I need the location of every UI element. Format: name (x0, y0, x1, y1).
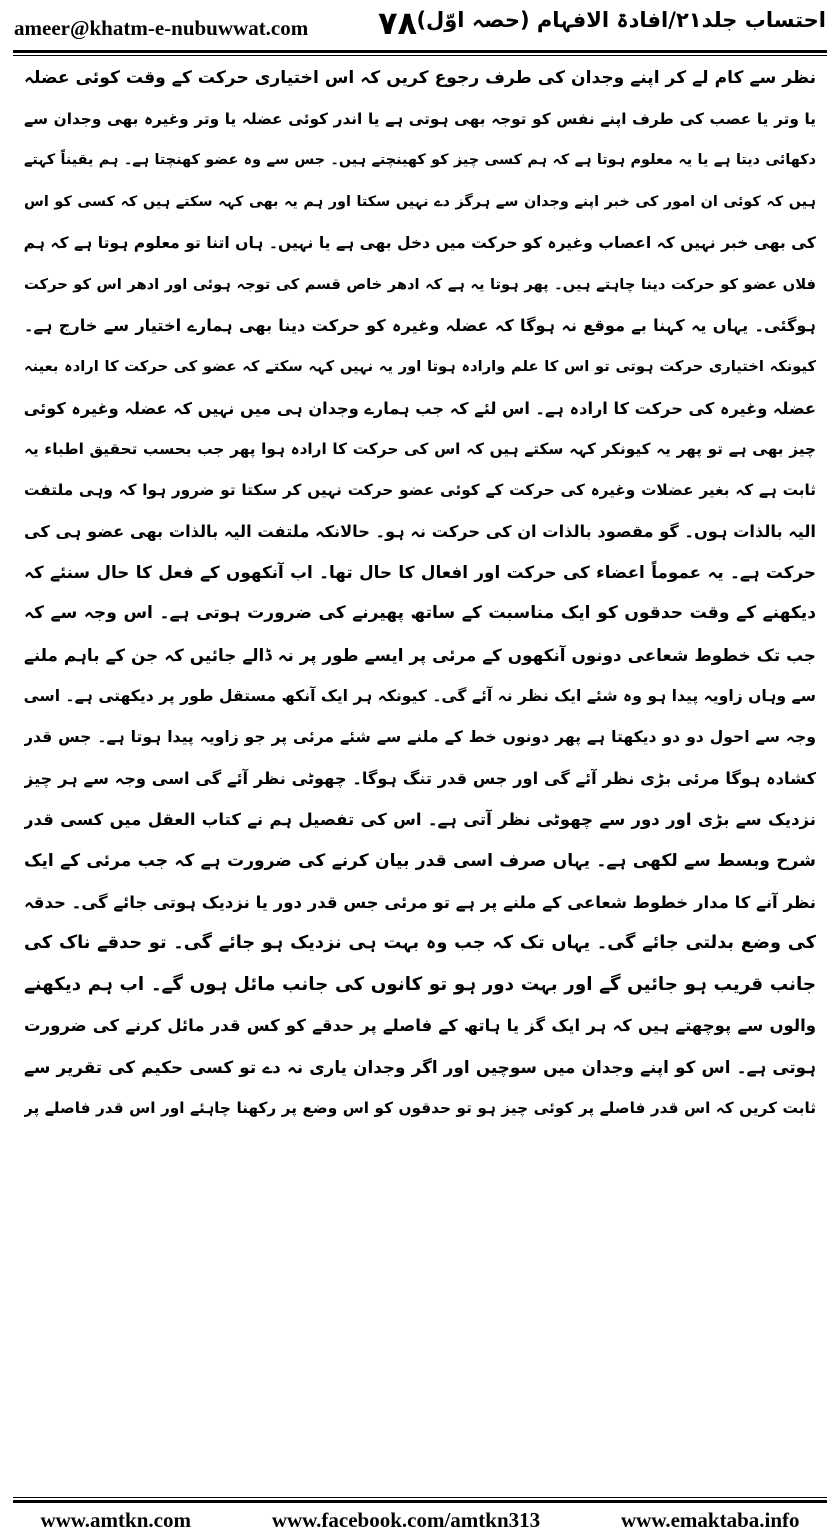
book-title: احتساب جلد۲۱/افادۃ الافہام (حصہ اوّل) (416, 8, 826, 32)
text-line: والوں سے پوچھتے ہیں کہ ہر ایک گز یا ہاتھ کے فاصلے پر حدقے کو کس قدر مائل کرنے کی ضرورت (24, 1016, 816, 1036)
text-line: نظر سے کام لے کر اپنے وجدان کی طرف رجوع کریں کہ اس اختیاری حرکت کے وقت کوئی عضلہ (24, 68, 816, 88)
text-line: کی وضع بدلتی جائے گی۔ یہاں تک کہ جب وہ بہت ہی نزدیک ہو جائے گی۔ تو حدقے ناک کی (24, 932, 816, 953)
footer-link-facebook[interactable]: www.facebook.com/amtkn313 (271, 1508, 541, 1532)
text-line: وجہ سے احول دو دو دیکھتا ہے پھر دونوں خط کے ملنے سے شئے مرئی پر جو زاویہ پیدا ہوتا ہے۔ جس قدر (24, 728, 816, 746)
text-line: ہوتی ہے۔ اس کو اپنے وجدان میں سوچیں اور اگر وجدان یاری نہ دے تو کسی حکیم کی تقریر سے (24, 1056, 816, 1077)
footer-link-amtkn[interactable]: www.amtkn.com (40, 1508, 191, 1532)
footer-link-emaktaba[interactable]: www.emaktaba.info (621, 1508, 800, 1532)
page-body (24, 58, 816, 1129)
footer-links (0, 1508, 840, 1533)
header-rule-thin (13, 55, 827, 56)
text-line: ہوگئی۔ یہاں یہ کہنا بے موقع نہ ہوگا کہ عضلہ وغیرہ کو حرکت دینا بھی ہمارے اختیار سے خارج ہے۔ (24, 316, 816, 336)
text-line: کشادہ ہوگا مرئی بڑی نظر آئے گی اور جس قدر تنگ ہوگا۔ چھوٹی نظر آئے گی اسی وجہ سے ہر چیز (24, 769, 816, 789)
text-line: فلاں عضو کو حرکت دینا چاہتے ہیں۔ پھر ہوتا یہ ہے کہ ادھر خاص قسم کی توجہ ہوئی اور ادھر اس کو حرکت (24, 275, 816, 293)
text-line: عضلہ وغیرہ کی حرکت کا ارادہ ہے۔ اس لئے کہ جب ہمارے وجدان ہی میں نہیں کہ عضلہ وغیرہ کوئی (24, 398, 816, 418)
text-line: جب تک خطوط شعاعی دونوں آنکھوں کے مرئی پر ایسے طور پر نہ ڈالے جائیں کہ جن کے باہم ملنے (24, 644, 816, 665)
text-line: نظر آنے کا مدار خطوط شعاعی کے ملنے پر ہے تو مرئی جس قدر دور یا نزدیک ہوتی جائے گی۔ حدقہ (24, 892, 816, 912)
text-line: دکھائی دیتا ہے یا یہ معلوم ہوتا ہے کہ ہم کسی چیز کو کھینچتے ہیں۔ جس سے وہ عضو کھنچتا ہے۔ ہم یقیناً کہتے (24, 152, 816, 169)
text-line: کی بھی خبر نہیں کہ اعصاب وغیرہ کو حرکت میں دخل بھی ہے یا نہیں۔ ہاں اتنا تو معلوم ہوتا ہے کہ ہم (24, 233, 816, 252)
text-line: چیز بھی ہے تو پھر یہ کیونکر کہہ سکتے ہیں کہ اس کی حرکت کا ارادہ ہوا پھر جب بحسب تحقیق اطباء یہ (24, 439, 816, 458)
page-number: ۷۸ (378, 4, 418, 42)
footer-rule-thick (13, 1500, 827, 1503)
page-header (0, 0, 840, 50)
footer-rule-thin (13, 1497, 827, 1498)
header-email: ameer@khatm-e-nubuwwat.com (14, 16, 309, 40)
text-line: حرکت ہے۔ یہ عموماً اعضاء کی حرکت اور افعال کا حال تھا۔ اب آنکھوں کے فعل کا حال سنئے کہ (24, 562, 816, 583)
text-line: یا وتر یا عصب کی طرف اپنے نفس کو توجہ بھی ہوتی ہے یا اندر کوئی عضلہ یا وتر وغیرہ بھی وجدان سے (24, 110, 816, 129)
header-rule-thick (13, 50, 827, 53)
text-line: ثابت کریں کہ اس قدر فاصلے پر کوئی چیز ہو تو حدقوں کو اس وضع پر رکھنا چاہئے اور اس قدر فاصلے پر (24, 1098, 816, 1117)
text-line: شرح وبسط سے لکھی ہے۔ یہاں صرف اسی قدر بیان کرنے کی ضرورت ہے کہ جب مرئی کے ایک (24, 850, 816, 871)
text-line: دیکھنے کے وقت حدقوں کو ایک مناسبت کے ساتھ پھیرنے کی ضرورت ہوتی ہے۔ اس وجہ سے کہ (24, 603, 816, 624)
text-line: الیہ بالذات ہوں۔ گو مقصود بالذات ان کی حرکت نہ ہو۔ حالانکہ ملتفت الیہ بالذات بھی عضو ہی کی (24, 522, 816, 542)
text-line: ہیں کہ کوئی ان امور کی خبر اپنے وجدان سے ہرگز دے نہیں سکتا اور ہم یہ بھی کہہ سکتے ہیں کہ کسی کو اس (24, 193, 816, 210)
text-line: ثابت ہے کہ بغیر عضلات وغیرہ کی حرکت کے کوئی عضو حرکت نہیں کر سکتا تو ضرور ہوا کہ وہی ملتفت (24, 480, 816, 499)
text-line: سے وہاں زاویہ پیدا ہو وہ شئے ایک نظر نہ آئے گی۔ کیونکہ ہر ایک آنکھ مستقل طور پر دیکھتی ہے۔ اسی (24, 686, 816, 705)
text-line: نزدیک سے بڑی اور دور سے چھوٹی نظر آتی ہے۔ اس کی تفصیل ہم نے کتاب العقل میں کسی قدر (24, 810, 816, 830)
text-line: کیونکہ اختیاری حرکت ہوتی تو اس کا علم وارادہ ہوتا اور یہ نہیں کہہ سکتے کہ عضو کی حرکت کا ارادہ بعینہ (24, 358, 816, 376)
text-line: جانب قریب ہو جائیں گے اور بہت دور ہو تو کانوں کی جانب مائل ہوں گے۔ اب ہم دیکھنے (24, 974, 816, 996)
